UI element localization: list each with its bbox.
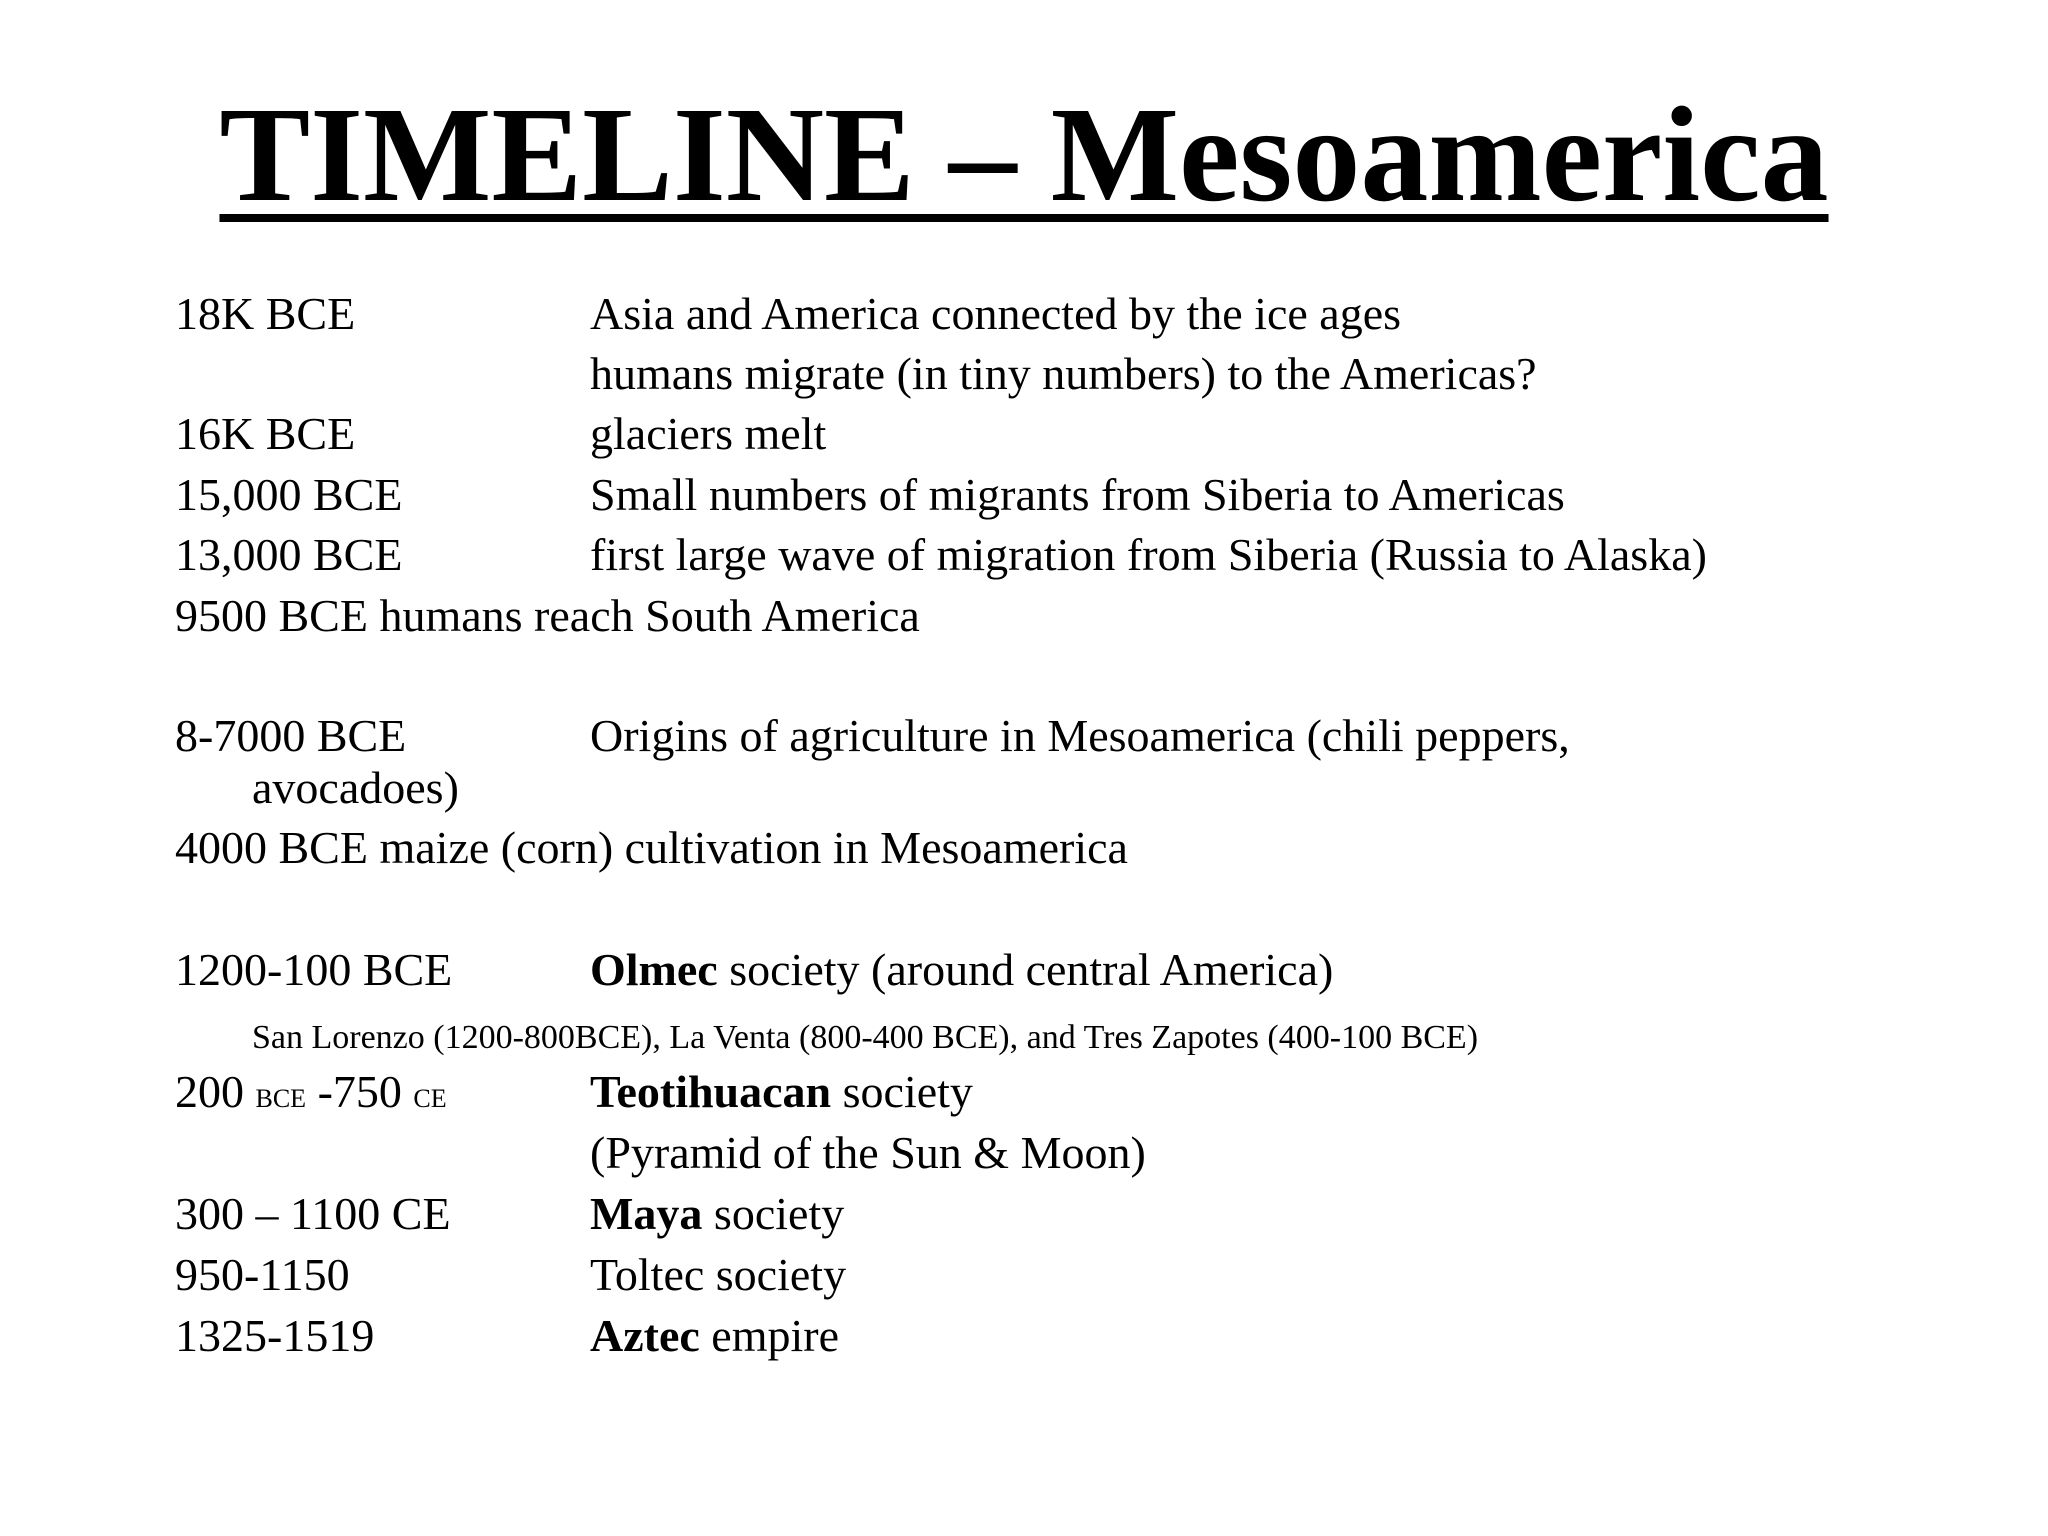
entry-event: Origins of agriculture in Mesoamerica (chili peppers, <box>590 710 1570 761</box>
entry-date <box>175 1066 447 1125</box>
entry-event <box>590 944 1333 996</box>
entry-line: 9500 BCE humans reach South America <box>175 590 920 641</box>
entry-event <box>590 1066 973 1118</box>
entry-date: 950-1150 <box>175 1249 350 1300</box>
date-number: 200 <box>175 1066 256 1117</box>
civilization-name: Aztec <box>590 1310 700 1361</box>
date-era: CE <box>413 1084 447 1113</box>
entry-event-rest: society <box>702 1188 845 1239</box>
entry-event: glaciers melt <box>590 408 827 459</box>
entry-event-continued: (Pyramid of the Sun & Moon) <box>590 1127 1146 1178</box>
entry-event-rest: society (around central America) <box>717 944 1334 995</box>
entry-event: Toltec society <box>590 1249 847 1300</box>
entry-event <box>590 1310 839 1362</box>
entry-event <box>590 1188 844 1240</box>
entry-date: 18K BCE <box>175 288 356 339</box>
entry-event-continued: humans migrate (in tiny numbers) to the Americas? <box>590 348 1537 399</box>
entry-event-rest: society <box>831 1066 973 1117</box>
entry-event: Asia and America connected by the ice ages <box>590 288 1402 339</box>
entry-event: Small numbers of migrants from Siberia to Americas <box>590 469 1565 520</box>
entry-date: 1325-1519 <box>175 1310 375 1361</box>
entry-date: 8-7000 BCE <box>175 710 407 761</box>
entry-subnote: San Lorenzo (1200-800BCE), La Venta (800-400 BCE), and Tres Zapotes (400-100 BCE) <box>252 1019 1479 1056</box>
page-title <box>0 80 2048 230</box>
entry-event-rest: empire <box>699 1310 840 1361</box>
civilization-name: Olmec <box>590 944 718 995</box>
entry-event: first large wave of migration from Siberia (Russia to Alaska) <box>590 529 1707 580</box>
entry-date: 1200-100 BCE <box>175 944 453 995</box>
entry-event-continued: avocadoes) <box>252 762 459 813</box>
entry-date: 15,000 BCE <box>175 469 403 520</box>
page-title-text: TIMELINE – Mesoamerica <box>219 80 1829 230</box>
entry-date: 16K BCE <box>175 408 356 459</box>
entry-line: 4000 BCE maize (corn) cultivation in Mesoamerica <box>175 822 1128 873</box>
civilization-name: Maya <box>590 1188 703 1239</box>
date-era: BCE <box>255 1084 307 1113</box>
entry-date: 300 – 1100 CE <box>175 1188 451 1239</box>
entry-date: 13,000 BCE <box>175 529 403 580</box>
civilization-name: Teotihuacan <box>590 1066 832 1117</box>
date-number: -750 <box>306 1066 414 1117</box>
